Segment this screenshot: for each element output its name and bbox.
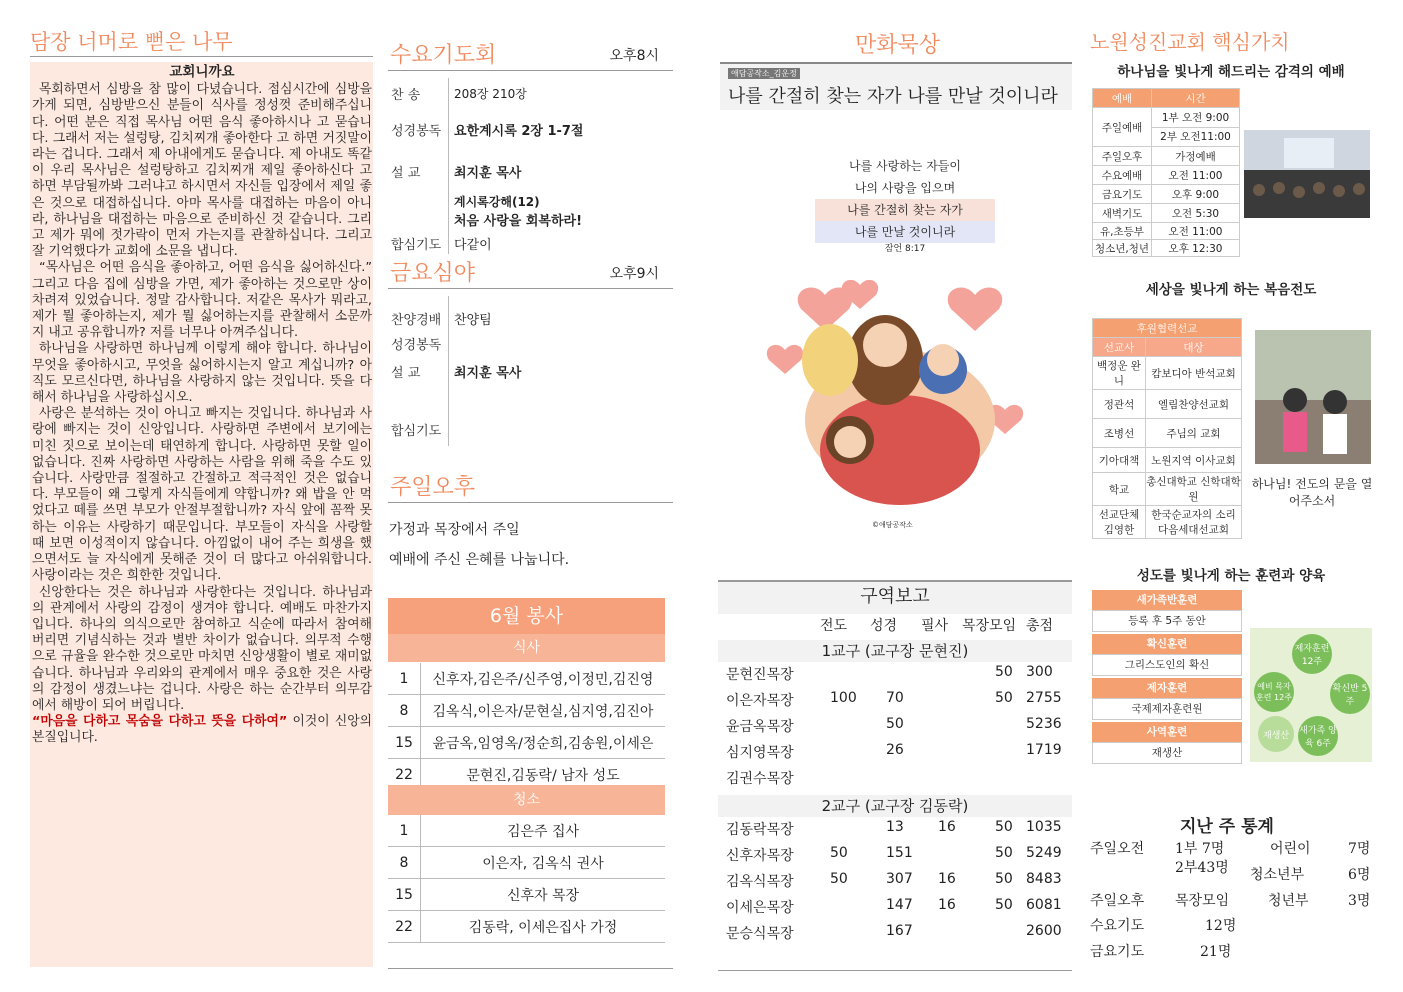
stat-value: 2부43명: [1175, 860, 1229, 876]
fri-title: 금요심야: [390, 261, 476, 286]
train-head: 사역훈련: [1092, 722, 1242, 742]
wed-value: 최지훈 목사: [454, 166, 522, 181]
worship-time: 오후 9:00: [1152, 185, 1240, 204]
train-circle: 재생산: [1258, 716, 1294, 752]
essay-paragraph: 신앙한다는 것은 하나님과 사랑한다는 것입니다. 하나님과의 관계에서 사랑의 감정이 생겨야 합니다. 예배도 마찬가지입니다. 하나의 의식으로만 참여하고 식순에 따라서 참여해 버리면 기념식하는 것과 별반 차이가 없습니다. 의무적 수행으로 규율을 완수한 것으로만 마치면 신앙생활이 별로 재미없습니다. 하나님과 우리와의 관계에서 매우 중요한 것은 사랑의 감정이 생겼느냐는 겁니다. 사랑은 하는 순간부터 의무감에서 해방이 되어 버립니다.: [32, 584, 372, 713]
cartoon-verse: 나를 간절히 찾는 자가 나를 만날 것이니라: [728, 86, 1058, 107]
district-row: [0, 664, 1100, 690]
mission-who: 조병선: [1093, 419, 1146, 448]
district-col-header: 성경: [870, 618, 898, 634]
district-group-1: 1교구 (교구장 문현진): [718, 640, 1072, 662]
sunpm-header: [388, 470, 673, 503]
wed-label: 성경봉독: [391, 124, 442, 139]
col3-bottom-rule: [718, 970, 1072, 971]
mission-title: 세상을 빛나게 하는 복음전도: [1145, 282, 1317, 298]
cartoon-poem: [815, 155, 995, 255]
wed-value: 208장 210장: [454, 87, 527, 101]
fri-time: 오후9시: [609, 266, 659, 282]
district-score: 16: [938, 819, 956, 835]
wed-value: 요한계시록 2장 1-7절: [454, 124, 584, 139]
district-score: 16: [938, 897, 956, 913]
district-score: 167: [886, 923, 913, 939]
stat-value: 7명: [1348, 841, 1371, 857]
worship-name: 주일예배: [1093, 108, 1152, 147]
mission-photo: [1255, 330, 1371, 464]
district-score: 50: [995, 819, 1013, 835]
district-score: 100: [830, 690, 857, 706]
stat-label: 주일오전: [1090, 841, 1145, 857]
mission-col: 선교사: [1093, 338, 1146, 357]
essay-closing-highlight: “마음을 다하고 목숨을 다하고 뜻을 다하여”: [32, 714, 288, 730]
mission-who: 학교: [1093, 473, 1146, 506]
district-row: [0, 897, 1100, 923]
worship-name: 수요예배: [1093, 166, 1152, 185]
district-score: 300: [1026, 664, 1053, 680]
essay-heading: 교회니까요: [169, 64, 235, 80]
district-score: 26: [886, 742, 904, 758]
mission-target: 캄보디아 반석교회: [1146, 357, 1242, 390]
meal-names: 신후자,김은주/신주영,이정민,김진영: [421, 663, 666, 695]
district-score: 50: [995, 690, 1013, 706]
district-score: 147: [886, 897, 913, 913]
wed-label: 합심기도: [391, 238, 442, 253]
worship-head: 시간: [1152, 89, 1240, 108]
fri-value: 최지훈 목사: [454, 366, 522, 381]
stat-label: 어린이: [1270, 841, 1311, 857]
fri-label: 설 교: [391, 366, 421, 381]
fri-divider: [448, 296, 449, 446]
district-score: 1035: [1026, 819, 1062, 835]
worship-head: 예배: [1093, 89, 1152, 108]
train-body: 국제제자훈련원: [1092, 698, 1242, 720]
district-name: 이세은목장: [726, 900, 794, 916]
fri-value: 찬양팀: [454, 313, 492, 328]
district-score: 5236: [1026, 716, 1062, 732]
train-circle: 제자훈련 12주: [1292, 634, 1332, 674]
district-name: 문승식목장: [726, 926, 794, 942]
fri-label: 합심기도: [391, 424, 442, 439]
wed-label: 설 교: [391, 166, 421, 181]
clean-names: 김동락, 이세은집사 가정: [421, 911, 666, 943]
stat-label: 금요기도: [1090, 944, 1145, 960]
cartoon-credit: ©애담공작소: [872, 521, 913, 529]
clean-names: 신후자 목장: [421, 879, 666, 911]
mission-target: 엘림찬양선교회: [1146, 390, 1242, 419]
essay-paragraph: “목사님은 어떤 음식을 좋아하고, 어떤 음식을 싫어하신다.” 그리고 다음 집에 심방을 가면, 제가 좋아하는 것으로만 상이 차려져 있었습니다. 정말 감사합니다. 저같은 목사가 뭐라고, 제가 뭘 좋아하는지, 제가 뭘 싫어하는지를 관찰해서 소문까지 내고 공유합니까? 저를 너무나 아껴주십니다.: [32, 260, 372, 341]
wed-divider: [448, 78, 449, 254]
worship-time: 오후 12:30: [1152, 240, 1240, 257]
district-name: 김옥식목장: [726, 874, 794, 890]
district-row: [0, 716, 1100, 742]
train-diagram: [1250, 628, 1372, 762]
essay-paragraph: 목회하면서 심방을 참 많이 다녔습니다. 점심시간에 심방을 가게 되면, 심방받으신 분들이 식사를 정성껏 준비해주십니다. 어떤 분은 직접 목사님 어떤 음식 좋아하시나 고 묻습니다. 그래서 저는 설렁탕, 김치찌개 좋아한다 고 하면 거짓말이라는 겁니다. 그래서 제 아내에게도 묻습니다. 제 아내도 똑같이 우리 목사님은 설렁탕하고 김치찌개 제일 좋아하신다 고 하면 부담될까봐 그러냐고 하시면서 자신들 입장에서 제일 좋은 것으로 대접하십니다. 아마 목사를 대접하는 마음이 아니라, 하나님을 대접하는 마음으로 준비하신 것 같습니다. 그리고 제가 뭐에 젓가락이 먼저 가는지를 관찰하십니다. 그리고 잘 기억했다가 교회에 소문을 냅니다.: [32, 82, 372, 260]
cartoon-tag: 애담공작소_김운정: [728, 68, 800, 79]
district-score: 50: [830, 871, 848, 887]
district-title: 구역보고: [718, 580, 1072, 614]
fri-label: 찬양경배: [391, 313, 442, 328]
wed-sermon-title: 처음 사랑을 회복하라!: [454, 214, 583, 229]
meal-header: 식사: [388, 634, 665, 662]
mission-target: 노원지역 이사교회: [1146, 448, 1242, 473]
stat-value: 1부 7명: [1175, 841, 1225, 857]
district-col-headers: [718, 615, 1072, 641]
stat-value: 21명: [1200, 944, 1232, 960]
essay-paragraph: 사랑은 분석하는 것이 아니고 빠지는 것입니다. 하나님과 사랑에 빠지는 것이 신앙입니다. 사랑하면 주변에서 보기에는 미친 짓으로 보이는데 태연하게 합니다. 사랑하면 못할 일이 없습니다. 진짜 사랑하면 사랑하는 사람을 위해 죽을 수도 있습니다. 사랑만큼 절절하고 간절하고 적극적인 것은 없습니다. 부모들이 왜 그렇게 자식들에게 약합니까? 왜 밥을 안 먹었다고 떼를 쓰면 부모가 안절부절합니까? 자식 앞에 꼼짝 못하는 이유는 사랑하기 때문입니다. 부모들이 자식을 사랑할 때 보면 이성적이지 않습니다. 아낌없이 내어 주는 희생을 했으면서도 늘 자식에게 못해준 것이 더 많다고 아쉬워합니다. 사랑이라는 것은 희한한 것입니다.: [32, 406, 372, 584]
values-title: 노원성진교회 핵심가치: [1090, 30, 1290, 54]
stat-value: 6명: [1348, 867, 1371, 883]
train-head: 새가족반훈련: [1092, 590, 1242, 610]
mission-who: 정관석: [1093, 390, 1146, 419]
meal-date: 1: [388, 663, 421, 695]
worship-time: 오전 11:00: [1152, 223, 1240, 240]
district-row: [0, 690, 1100, 716]
district-row: [0, 871, 1100, 897]
sunpm-text: [389, 515, 569, 575]
worship-table: [1092, 88, 1240, 257]
wed-value: 다같이: [454, 238, 492, 253]
train-list: [1092, 590, 1242, 764]
meal-date: 15: [388, 727, 421, 759]
poem-line: 나를 사랑하는 자들이: [849, 159, 961, 173]
mission-who: 선교단체 김영한: [1093, 506, 1146, 539]
train-body: 등록 후 5주 동안: [1092, 610, 1242, 632]
district-score: 50: [886, 716, 904, 732]
train-circle: 확신반 5주: [1330, 674, 1370, 714]
clean-names: 김은주 집사: [421, 815, 666, 847]
district-name: 김동락목장: [726, 822, 794, 838]
train-circle: 새가족 양육 6주: [1298, 716, 1338, 756]
train-circle: 예비 목자훈련 12주: [1254, 672, 1294, 712]
wed-time: 오후8시: [609, 48, 659, 64]
district-score: 8483: [1026, 871, 1062, 887]
stat-label: 청년부: [1268, 893, 1309, 909]
district-score: 2755: [1026, 690, 1062, 706]
district-col-header: 목장모임: [962, 618, 1017, 634]
poem-line: 나를 만날 것이니라: [815, 221, 995, 243]
district-name: 신후자목장: [726, 848, 794, 864]
district-name: 이은자목장: [726, 693, 794, 709]
clean-names: 이은자, 김옥식 권사: [421, 847, 666, 879]
district-row: [0, 742, 1100, 768]
worship-time: 가정예배: [1152, 147, 1240, 166]
mission-col: 대상: [1146, 338, 1242, 357]
district-score: 6081: [1026, 897, 1062, 913]
district-score: 50: [995, 871, 1013, 887]
district-col-header: 전도: [820, 618, 848, 634]
meal-names: 문현진,김동락/ 남자 성도: [421, 759, 666, 791]
district-name: 김권수목장: [726, 771, 794, 787]
sunpm-line: 예배에 주신 은혜를 나눕니다.: [389, 552, 570, 568]
district-score: 151: [886, 845, 913, 861]
clean-date: 8: [388, 847, 421, 879]
district-score: 307: [886, 871, 913, 887]
train-head: 제자훈련: [1092, 678, 1242, 698]
stat-label: 주일오후: [1090, 893, 1145, 909]
train-head: 확신훈련: [1092, 634, 1242, 654]
clean-header: 청소: [388, 785, 665, 815]
worship-name: 유,초등부: [1093, 223, 1152, 240]
clean-date: 15: [388, 879, 421, 911]
worship-name: 금요기도: [1093, 185, 1152, 204]
essay-paragraph: 하나님을 사랑하면 하나님께 이렇게 해야 합니다. 하나님이 무엇을 좋아하시고, 무엇을 싫어하시는지 알고 계십니까? 아직도 모르신다면, 하나님을 사랑하지 않는 것입니다. 뜻을 다해서 하나님을 사랑하십시오.: [32, 341, 372, 406]
cartoon-title: 만화묵상: [855, 33, 941, 58]
train-body: 재생산: [1092, 742, 1242, 764]
wed-sermon-series: 계시록강해(12): [454, 195, 540, 209]
cartoon-verse-box: [720, 62, 1072, 110]
essay: [32, 64, 372, 747]
district-group-2: 2교구 (교구장 김동락): [718, 795, 1072, 817]
worship-title: 하나님을 빛나게 해드리는 감격의 예배: [1117, 64, 1345, 80]
meal-date: 8: [388, 695, 421, 727]
poem-line: 나의 사랑을 입으며: [854, 181, 956, 195]
worship-time: 1부 오전 9:00: [1152, 108, 1240, 128]
district-score: 5249: [1026, 845, 1062, 861]
meal-names: 윤금옥,임영옥/정순희,김송원,이세은: [421, 727, 666, 759]
district-score: 50: [995, 664, 1013, 680]
stats-title: 지난 주 통계: [1180, 817, 1274, 837]
mission-caption: 하나님! 전도의 문을 열어주소서: [1251, 477, 1373, 508]
district-score: 70: [886, 690, 904, 706]
train-title: 성도를 빛나게 하는 훈련과 양육: [1136, 568, 1326, 584]
essay-closing-rest: 이것이 신앙의 본질입니다.: [32, 714, 372, 746]
district-score: 1719: [1026, 742, 1062, 758]
district-score: 50: [995, 897, 1013, 913]
district-score: 16: [938, 871, 956, 887]
worship-time: 2부 오전11:00: [1152, 127, 1240, 147]
stat-value: 3명: [1348, 893, 1371, 909]
mission-target: 주님의 교회: [1146, 419, 1242, 448]
stat-label: 청소년부: [1250, 867, 1305, 883]
district-row: [0, 768, 1100, 794]
district-col-header: 총점: [1026, 618, 1054, 634]
worship-name: 주일오후: [1093, 147, 1152, 166]
mission-head: 후원협력선교: [1093, 319, 1242, 338]
wed-header: [388, 38, 673, 71]
worship-name: 새벽기도: [1093, 204, 1152, 223]
district-row: [0, 845, 1100, 871]
poem-line: 나를 간절히 찾는 자가: [815, 199, 995, 221]
worship-photo: [1244, 130, 1370, 218]
district-score: 50: [830, 845, 848, 861]
mission-target: 한국순교자의 소리 다음세대선교회: [1146, 506, 1242, 539]
column-title-text: 담장 너머로 뻗은 나무: [30, 30, 233, 54]
worship-time: 오전 5:30: [1152, 204, 1240, 223]
meal-date: 22: [388, 759, 421, 791]
wed-title: 수요기도회: [390, 43, 497, 68]
mission-table: [1092, 318, 1242, 539]
district-name: 심지영목장: [726, 745, 794, 761]
district-name: 윤금옥목장: [726, 719, 794, 735]
service-title: 6월 봉사: [388, 598, 665, 634]
stat-label: 목장모임: [1175, 893, 1230, 909]
district-row: [0, 819, 1100, 845]
fri-header: [388, 256, 673, 289]
mission-who: 기아대책: [1093, 448, 1146, 473]
district-score: 2600: [1026, 923, 1062, 939]
worship-name: 청소년,청년: [1093, 240, 1152, 257]
clean-date: 22: [388, 911, 421, 943]
district-row: [0, 923, 1100, 949]
district-name: 문현진목장: [726, 667, 794, 683]
col2-bottom-rule: [388, 968, 673, 969]
fri-label: 성경봉독: [391, 338, 442, 353]
meal-names: 김옥식,이은자/문현실,심지영,김진아: [421, 695, 666, 727]
sunpm-line: 가정과 목장에서 주일: [389, 522, 520, 538]
wed-label: 찬 송: [391, 88, 421, 103]
stat-value: 12명: [1205, 918, 1237, 934]
district-col-header: 필사: [921, 618, 949, 634]
train-body: 그리스도인의 확신: [1092, 654, 1242, 676]
mission-who: 백정운 완 니: [1093, 357, 1146, 390]
clean-date: 1: [388, 815, 421, 847]
district-score: 50: [995, 845, 1013, 861]
column-title: [30, 26, 373, 57]
mission-target: 총신대학교 신학대학원: [1146, 473, 1242, 506]
worship-time: 오전 11:00: [1152, 166, 1240, 185]
poem-reference: 잠언 8:17: [884, 244, 926, 254]
sunpm-title: 주일오후: [390, 475, 476, 500]
district-score: 13: [886, 819, 904, 835]
stat-label: 수요기도: [1090, 918, 1145, 934]
